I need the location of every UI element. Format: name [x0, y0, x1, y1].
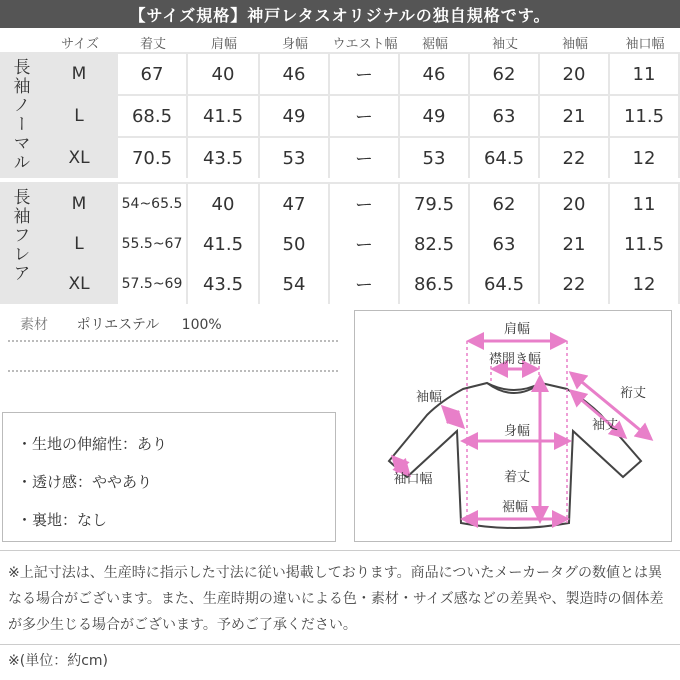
label-sleeve-length: 袖丈	[591, 418, 619, 433]
label-shoulder: 肩幅	[503, 322, 531, 337]
length-cell: 55.5~67	[118, 224, 186, 264]
fabric-properties-box	[2, 412, 336, 542]
shoulder-cell: 43.5	[188, 264, 258, 304]
hem-cell: 79.5	[400, 184, 468, 224]
shoulder-cell: 40	[188, 184, 258, 224]
body-width-cell: 54	[260, 264, 328, 304]
sleeve-length-cell: 64.5	[470, 138, 538, 178]
body-width-cell: 49	[260, 96, 328, 136]
waist-cell: ー	[330, 184, 398, 224]
material-percent: 100%	[181, 317, 222, 333]
hem-cell: 53	[400, 138, 468, 178]
label-hem: 裾幅	[501, 500, 529, 515]
sleeve-width-cell: 20	[540, 54, 608, 94]
label-body-width: 身幅	[503, 424, 531, 439]
col-hem: 裾幅	[421, 36, 448, 52]
waist-cell: ー	[330, 96, 398, 136]
col-length: 着丈	[139, 36, 166, 52]
shoulder-cell: 43.5	[188, 138, 258, 178]
label-sleeve-width: 袖幅	[415, 390, 443, 405]
label-yuki: 裄丈	[619, 386, 647, 401]
col-size: サイズ	[61, 36, 99, 52]
col-sleeve-width: 袖幅	[561, 36, 588, 52]
shoulder-cell: 41.5	[188, 96, 258, 136]
body-width-cell: 53	[260, 138, 328, 178]
sleeve-length-cell: 64.5	[470, 264, 538, 304]
hem-cell: 49	[400, 96, 468, 136]
col-cuff: 袖口幅	[625, 36, 665, 52]
group-label-flare: 長袖フレア	[0, 182, 40, 304]
cuff-cell: 12	[610, 264, 678, 304]
size-cell: L	[42, 96, 116, 136]
size-cell: M	[42, 184, 116, 224]
size-cell: M	[42, 54, 116, 94]
col-waist: ウエスト幅	[332, 36, 398, 52]
shoulder-cell: 41.5	[188, 224, 258, 264]
measurement-diagram	[354, 310, 672, 542]
sleeve-length-cell: 62	[470, 54, 538, 94]
page-header: 【サイズ規格】神戸レタスオリジナルの独自規格です。	[0, 0, 680, 28]
sleeve-width-cell: 21	[540, 96, 608, 136]
separator	[0, 550, 680, 551]
label-length: 着丈	[503, 470, 531, 485]
size-cell: XL	[42, 264, 116, 304]
group-label-normal: 長袖ノーマル	[0, 52, 40, 178]
waist-cell: ー	[330, 264, 398, 304]
col-shoulder: 肩幅	[210, 36, 237, 52]
length-cell: 54~65.5	[118, 184, 186, 224]
cuff-cell: 11	[610, 54, 678, 94]
hem-cell: 82.5	[400, 224, 468, 264]
material-line	[20, 314, 222, 334]
body-width-cell: 47	[260, 184, 328, 224]
divider	[8, 340, 338, 342]
waist-cell: ー	[330, 54, 398, 94]
col-body-width: 身幅	[281, 36, 308, 52]
divider	[8, 370, 338, 372]
notes-text: ※上記寸法は、生産時に指示した寸法に従い掲載しております。商品についたメーカータグの数値とは異なる場合がございます。また、生産時期の違いによる色・素材・サイズ感などの差異や、製造時の個体差が多少生じる場合がございます。予めご了承ください。	[8, 565, 664, 633]
col-sleeve-length: 袖丈	[491, 36, 518, 52]
length-cell: 70.5	[118, 138, 186, 178]
material-value: ポリエステル	[76, 317, 160, 333]
cuff-cell: 12	[610, 138, 678, 178]
body-width-cell: 50	[260, 224, 328, 264]
length-cell: 57.5~69	[118, 264, 186, 304]
material-label: 素材	[20, 317, 48, 333]
hem-cell: 46	[400, 54, 468, 94]
cuff-cell: 11.5	[610, 224, 678, 264]
sleeve-width-cell: 20	[540, 184, 608, 224]
stretch-property: ・生地の伸縮性：あり	[17, 435, 168, 453]
size-cell: L	[42, 224, 116, 264]
unit-note: ※(単位：約cm)	[8, 653, 108, 669]
garment-diagram	[355, 311, 673, 543]
length-cell: 68.5	[118, 96, 186, 136]
lining-property: ・裏地：なし	[17, 511, 108, 529]
length-cell: 67	[118, 54, 186, 94]
separator	[0, 644, 680, 645]
label-neck: 襟開き幅	[488, 352, 542, 367]
size-cell: XL	[42, 138, 116, 178]
cuff-cell: 11.5	[610, 96, 678, 136]
body-width-cell: 46	[260, 54, 328, 94]
sheer-property: ・透け感：ややあり	[17, 473, 153, 491]
sleeve-width-cell: 21	[540, 224, 608, 264]
sleeve-width-cell: 22	[540, 264, 608, 304]
hem-cell: 86.5	[400, 264, 468, 304]
waist-cell: ー	[330, 138, 398, 178]
sleeve-length-cell: 62	[470, 184, 538, 224]
sleeve-length-cell: 63	[470, 224, 538, 264]
cuff-cell: 11	[610, 184, 678, 224]
label-cuff: 袖口幅	[393, 472, 433, 487]
sleeve-length-cell: 63	[470, 96, 538, 136]
shoulder-cell: 40	[188, 54, 258, 94]
waist-cell: ー	[330, 224, 398, 264]
sleeve-width-cell: 22	[540, 138, 608, 178]
